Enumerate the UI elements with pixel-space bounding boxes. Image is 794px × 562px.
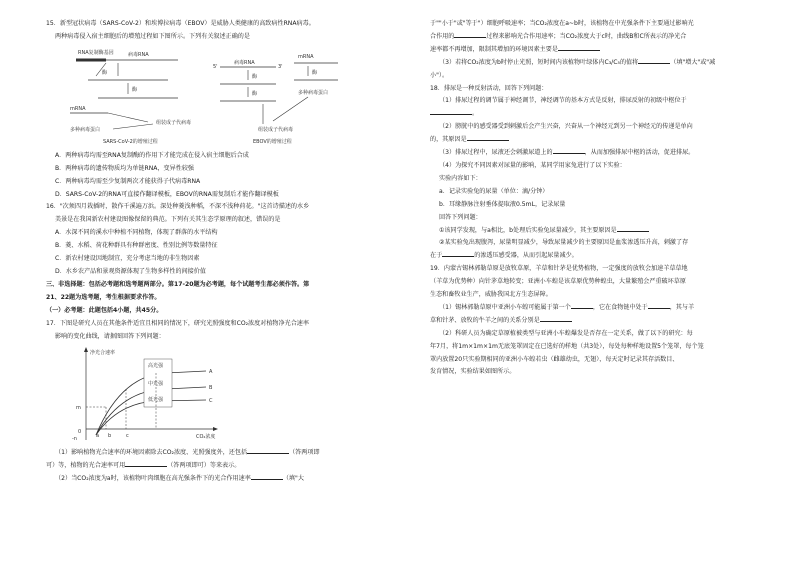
svg-text:病毒RNA: 病毒RNA [128, 51, 149, 58]
q16-option-d: D．水乡农产品和景观资源体现了生物多样性的间接价值 [55, 267, 206, 275]
svg-text:EBOV的增殖过程: EBOV的增殖过程 [253, 138, 292, 145]
answer-blank[interactable] [430, 108, 472, 115]
answer-blank[interactable] [638, 57, 670, 64]
answer-blank[interactable] [540, 315, 572, 322]
svg-text:b: b [108, 433, 112, 440]
svg-text:0: 0 [78, 429, 82, 436]
q18-part3: （3）排尿过程中，尿液还会刺激尿道上的 ，从而加强排尿中枢的活动，促进排尿。 [439, 149, 695, 157]
svg-text:A: A [209, 369, 213, 376]
q19-part1: （1）锡林郭勒草原中亚洲小车蝗可能属于第一个 ，它在食物链中处于 ，其与羊 [439, 303, 695, 311]
svg-text:高光强: 高光强 [148, 363, 164, 370]
svg-text:5': 5' [213, 63, 218, 70]
q17-stem-2: 影响的变化曲线，请据图回答下列问题： [55, 332, 165, 340]
q15-option-c: C．两种病毒均需至少复制两次才能获得子代病毒RNA [55, 177, 201, 185]
q17-cont-1: 于""小于"或"等于"）细胞呼吸速率；当CO₂浓度在a~b时，该植物在中光强条件下主要通过影响光 [430, 20, 694, 27]
q17-part3: （3）若将CO₂浓度为b时停止光照，短时间内该植物叶绿体内C₃/C₅的值将 （填"增大"或"减 [439, 58, 716, 66]
svg-text:组装成子代病毒: 组装成子代病毒 [156, 119, 192, 126]
svg-text:mRNA: mRNA [70, 105, 86, 112]
q16-stem-2: 美景是在我国新农村建设图像保留的典范。下列有关其生态学原理的叙述，错误的是 [55, 216, 281, 224]
svg-text:mRNA: mRNA [298, 53, 314, 60]
svg-text:酶: 酶 [252, 73, 258, 80]
q18-part1-blank: 。 [430, 108, 782, 121]
answer-blank[interactable] [251, 473, 283, 480]
answer-blank[interactable] [442, 250, 474, 257]
q16-option-c: C．新农村建设因地制宜，充分考虑当地的非生物因素 [55, 255, 200, 263]
q19-part1-cont: 草和针茅、放牧的牛羊之间的关系分别是 [430, 315, 782, 328]
virus-replication-diagram [58, 46, 368, 146]
q19-part2-cont: 年7月，将1m×1m×1m无底笼罩固定在已选好的样地（共3处），每处每种样地设置5个笼罩，每个笼 [430, 342, 704, 350]
q18-sub1: ①该同学发现，与a相比，b处理后实验兔尿量减少，其主要原因是 [430, 225, 782, 238]
q15-figure [58, 46, 398, 146]
svg-text:低光强: 低光强 [148, 397, 164, 404]
answer-blank[interactable] [247, 447, 289, 454]
q18-part2-cont: 的，其原因是 [430, 134, 782, 147]
q15-option-b: B．两种病毒的遗传物质均为单链RNA，变异性较强 [55, 164, 195, 172]
q17-stem: 17．下图是研究人员在其他条件适宜且相同的情况下，研究光照强度和CO₂浓度对植物净光合速率 [46, 319, 309, 327]
svg-text:酶: 酶 [102, 69, 108, 76]
svg-text:中光强: 中光强 [148, 381, 164, 388]
q17-part3-cont: 小"）。 [430, 71, 449, 79]
q17-figure [66, 345, 398, 445]
q15-option-a: A．两种病毒均需至RNA复制酶的作用下才能完成在侵入宿主细胞后合成 [55, 151, 249, 159]
svg-text:a: a [96, 433, 100, 440]
answer-blank[interactable] [553, 147, 585, 154]
q17-cont-2: 合作用的 过程来影响光合作用速率；当CO₂浓度大于c时，曲线B和C所表示的净光合 [430, 32, 687, 40]
q19-part2-cont-3: 发育情况，实验结果如图所示。 [430, 368, 516, 376]
svg-text:组装成子代病毒: 组装成子代病毒 [258, 126, 294, 133]
q17-part1-cont: 可）等，植物的光合速率可用 （答两项即可）等来表示。 [46, 462, 241, 470]
q19-stem-2: （羊草为优势种）向针茅草地转变；亚洲小车蝗是该草原优势种蝗虫，大量繁殖会严重破坏草原 [430, 278, 686, 286]
svg-text:酶: 酶 [312, 69, 318, 76]
answer-blank[interactable] [648, 302, 670, 309]
q15-option-d: D．SARS-CoV-2的RNA可直接作翻译模板，EBOV的RNA需复制后才能作翻译模板 [55, 190, 279, 198]
q19-part2: （2）科研人员为确定草原植被类型与亚洲小车蝗爆发是否存在一定关系，做了以下的研究：每 [439, 329, 693, 337]
q19-stem: 19．内蒙古锡林郭勒草原是放牧草原，羊草和针茅是优势植物，一定强度的放牧会加速羊草草地 [430, 265, 688, 273]
photosynthesis-chart [66, 345, 226, 445]
answer-blank[interactable] [558, 44, 600, 51]
q19-part2-cont-2: 罩内放置20只实验期相同的亚洲小车蝗若虫（雌雄幼虫，无翅），每天定时记录其存活数目、 [430, 355, 679, 363]
svg-text:多种病毒蛋白: 多种病毒蛋白 [70, 126, 101, 133]
right-column [430, 18, 782, 379]
q18-steps-title: 实验内容如下： [439, 174, 482, 182]
q18-step-b: b．耳缘静脉注射垂体提取液0.5mL，记录尿量 [439, 200, 566, 208]
q18-stem: 18．排尿是一种反射活动，回答下列问题： [430, 84, 548, 92]
q18-part2: （2）膀胱中的感受器受到刺激后会产生兴奋，兴奋从一个神经元到另一个神经元的传递是单向 [439, 123, 693, 131]
q19-stem-3: 生态和畜牧业生产，威胁我国北方生态屏障。 [430, 291, 552, 299]
section3-subtitle: （一）必考题：此题包括4小题，共45分。 [46, 306, 163, 314]
section3-title-2: 21、22题为选考题，考生根据要求作答。 [46, 293, 161, 301]
q18-sub2-cont: 在于 的渗透压感受器，从而引起尿量减少。 [430, 252, 578, 260]
svg-text:B: B [209, 385, 213, 392]
answer-blank[interactable] [125, 460, 167, 467]
answer-blank[interactable] [617, 225, 649, 232]
svg-text:酶: 酶 [252, 90, 258, 97]
q16-option-a: A．水深不同的溪水中种植不同植物，体现了群落的水平结构 [55, 229, 218, 237]
q18-sub2: ②某实验兔出现腹泻，尿量明显减少，导致尿量减少的主要原因是血浆渗透压升高，刺激了存 [439, 239, 689, 247]
svg-text:多种病毒蛋白: 多种病毒蛋白 [298, 89, 329, 96]
q17-part2: （2）当CO₂浓度为a时，该植物叶肉细胞在高光强条件下的光合作用速率 （填"大 [55, 475, 304, 483]
svg-text:-n: -n [72, 436, 77, 443]
q18-part1: （1）排尿过程的调节属于神经调节，神经调节的基本方式是反射，排尿反射的初级中枢位于 [439, 97, 687, 105]
svg-text:c: c [126, 433, 129, 440]
answer-blank[interactable] [454, 31, 486, 38]
q17-part1: （1）影响植物光合速率的环境因素除去CO₂浓度、光照强度外，还包括 （答两项即 [55, 449, 320, 457]
q18-answer-title: 回答下列问题： [439, 213, 482, 221]
svg-text:净光合速率: 净光合速率 [90, 350, 116, 357]
q18-part4: （4）为探究不同因素对尿量的影响，某同学用家兔进行了以下实验： [439, 161, 626, 169]
q15-stem: 15．新型冠状病毒（SARS-CoV-2）和埃博拉病毒（EBOV）是威胁人类健康的高致病性RNA病毒。 [46, 20, 315, 27]
section3-title: 三、非选择题：包括必考题和选考题两部分。第17-20题为必考题，每个试题考生都必须作答。第 [46, 280, 310, 288]
svg-text:m: m [76, 405, 81, 412]
q16-stem: 16．"次须四月栽插时，散作千溪遍万浜。深处种菱浅种稻，不深不浅种荷花。"这首诗描述的水乡 [46, 203, 310, 211]
answer-blank[interactable] [571, 302, 593, 309]
svg-text:3': 3' [278, 63, 283, 70]
svg-text:RNA复制酶基因: RNA复制酶基因 [78, 49, 114, 56]
svg-text:CO₂浓度: CO₂浓度 [196, 434, 216, 441]
q16-option-b: B．菱、水稻、荷花种群具有种群密度、性别比例等数量特征 [55, 242, 218, 250]
svg-text:病毒RNA: 病毒RNA [234, 59, 255, 66]
svg-text:C: C [209, 398, 213, 405]
q18-step-a: a．记录实验兔的尿量（单位：滴/分钟） [439, 187, 549, 195]
svg-text:酶: 酶 [132, 86, 138, 93]
q15-stem-2: 两种病毒侵入宿主细胞后的增殖过程如下图所示。下列有关叙述正确的是 [55, 32, 250, 40]
svg-text:SARS-CoV-2的增殖过程: SARS-CoV-2的增殖过程 [103, 138, 158, 145]
q17-cont-3: 速率都不再增加，限制其增加的环境因素主要是 [430, 44, 782, 57]
left-column [46, 18, 398, 486]
answer-blank[interactable] [467, 134, 509, 141]
